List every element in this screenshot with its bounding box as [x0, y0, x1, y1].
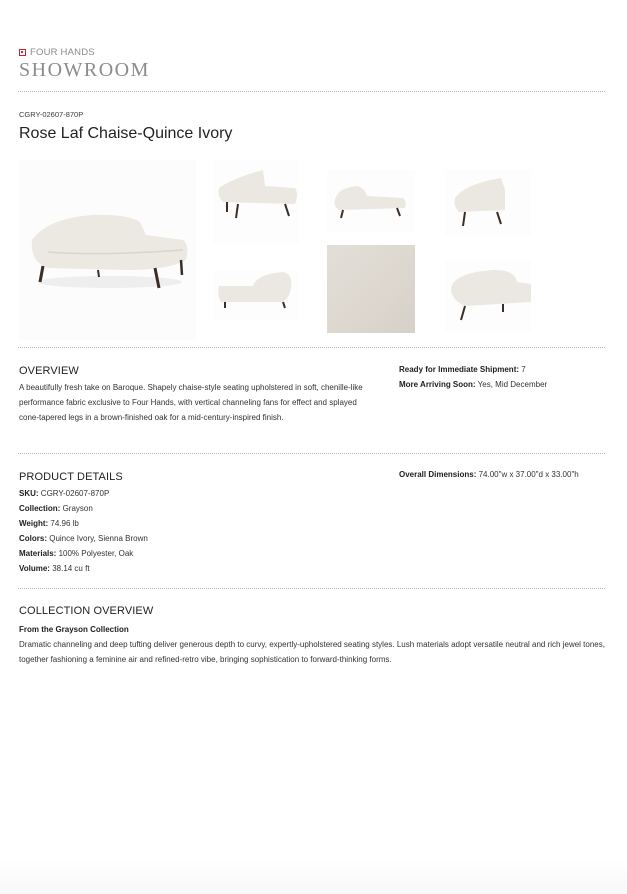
- chaise-thumbnail-icon: [445, 170, 531, 236]
- product-title: Rose Laf Chaise-Quince Ivory: [19, 125, 233, 142]
- detail-value: 74.96 lb: [48, 519, 79, 528]
- detail-value: Grayson: [60, 504, 93, 513]
- overall-dimensions: [399, 467, 579, 482]
- divider: [18, 588, 605, 589]
- divider: [18, 91, 605, 92]
- collection-overview-heading: COLLECTION OVERVIEW: [19, 605, 154, 617]
- detail-value: 100% Polyester, Oak: [56, 549, 134, 558]
- divider: [18, 453, 605, 454]
- detail-sku: [19, 486, 148, 501]
- product-details-heading: PRODUCT DETAILS: [19, 471, 123, 483]
- detail-value: Quince Ivory, Sienna Brown: [47, 534, 148, 543]
- collection-subheading-text: From the Grayson Collection: [19, 625, 129, 634]
- detail-colors: [19, 531, 148, 546]
- detail-label: Weight:: [19, 519, 49, 528]
- ready-shipment-value: 7: [519, 365, 526, 374]
- detail-volume: [19, 561, 148, 576]
- overview-heading: OVERVIEW: [19, 365, 79, 377]
- chaise-thumbnail-icon: [213, 160, 299, 244]
- collection-subheading: [19, 622, 129, 637]
- main-product-image: [18, 160, 196, 340]
- divider: [18, 347, 605, 348]
- ready-shipment: [399, 362, 526, 377]
- arriving-soon: [399, 377, 547, 392]
- detail-materials: [19, 546, 148, 561]
- collection-text: Dramatic channeling and deep tufting deliver generous depth to curvy, expertly-upholstered seating styles. Lush materials adopt versatile neutral and rich jewel tones, together fashioning a feminine air and refined-retro vibe, bringing sophistication to forward-thinking forms.: [19, 640, 605, 664]
- detail-label: Colors:: [19, 534, 47, 543]
- thumbnail-image[interactable]: [445, 260, 531, 332]
- thumbnail-image[interactable]: [445, 170, 531, 236]
- detail-value: CGRY-02607-870P: [38, 489, 110, 498]
- dimensions-label: Overall Dimensions:: [399, 470, 477, 479]
- detail-label: Volume:: [19, 564, 50, 573]
- thumbnail-image[interactable]: [327, 170, 415, 232]
- chaise-thumbnail-icon: [327, 170, 415, 232]
- brand-logo: [19, 47, 95, 58]
- detail-weight: [19, 516, 148, 531]
- overview-text: A beautifully fresh take on Baroque. Shapely chaise-style seating upholstered in soft, chenille-like performance fabric exclusive to Four Hands, with vertical channeling fans for effect and splayed cone-tapered legs in a brown-finished oak for a mid-century-inspired finish.: [19, 383, 363, 422]
- thumbnail-image[interactable]: [213, 270, 299, 320]
- detail-label: Materials:: [19, 549, 57, 558]
- dimensions-value: 74.00"w x 37.00"d x 33.00"h: [476, 470, 579, 479]
- ready-shipment-label: Ready for Immediate Shipment:: [399, 365, 520, 374]
- detail-value: 38.14 cu ft: [49, 564, 90, 573]
- product-sku: CGRY-02607-870P: [19, 110, 84, 119]
- arriving-soon-value: Yes, Mid December: [475, 380, 548, 389]
- arriving-soon-label: More Arriving Soon:: [399, 380, 476, 389]
- chaise-illustration: [18, 160, 196, 340]
- fabric-swatch-image[interactable]: [327, 245, 415, 333]
- product-details-list: [19, 486, 148, 576]
- chaise-thumbnail-icon: [213, 270, 299, 320]
- detail-collection: [19, 501, 148, 516]
- detail-label: SKU:: [19, 489, 39, 498]
- thumbnail-image[interactable]: [213, 160, 299, 244]
- detail-label: Collection:: [19, 504, 61, 513]
- showroom-title: SHOWROOM: [19, 59, 150, 81]
- four-hands-logo-icon: [19, 49, 26, 56]
- brand-name: FOUR HANDS: [30, 47, 95, 58]
- chaise-thumbnail-icon: [445, 260, 531, 332]
